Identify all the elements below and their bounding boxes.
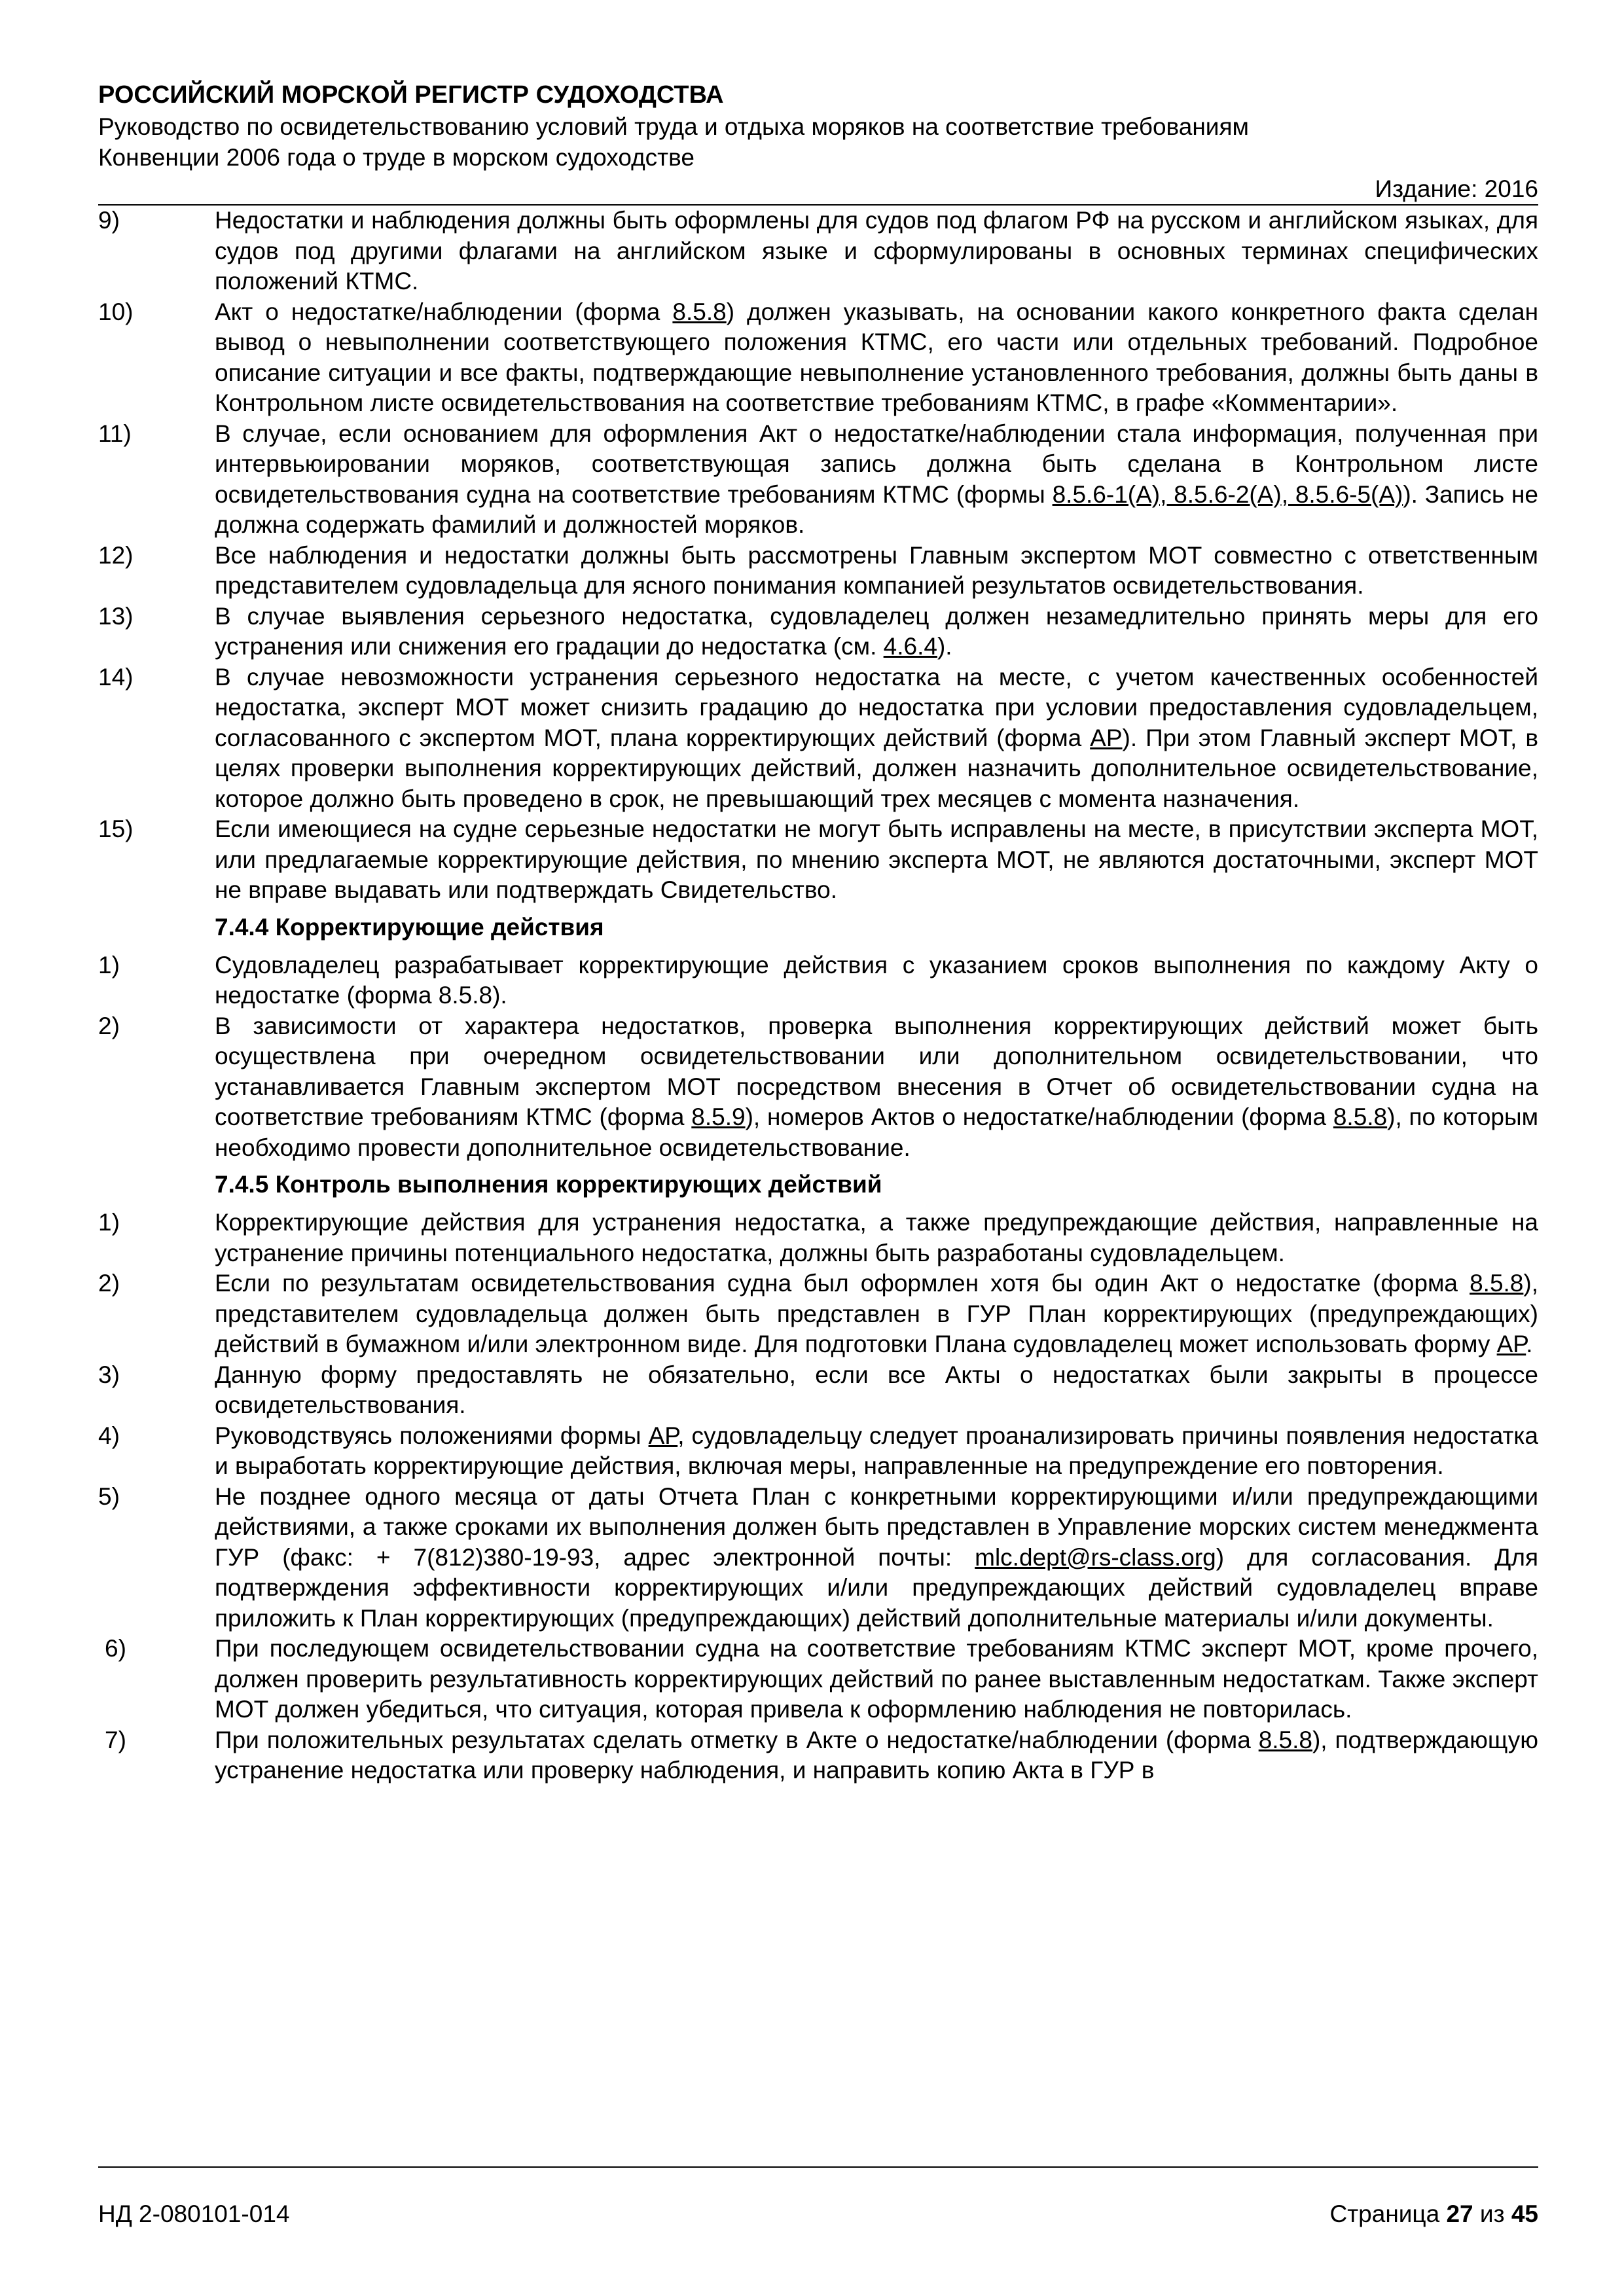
list-item bbox=[98, 1360, 1538, 1421]
item-number: 4) bbox=[98, 1422, 120, 1449]
item-number: 5) bbox=[98, 1482, 120, 1510]
form-link[interactable]: 8.5.8 bbox=[672, 298, 727, 325]
item-number: 1) bbox=[98, 1209, 120, 1236]
list-item bbox=[98, 206, 1538, 297]
item-number: 14) bbox=[98, 663, 134, 691]
item-number: 13) bbox=[98, 602, 134, 630]
list-item bbox=[98, 950, 1538, 1011]
email-link[interactable]: mlc.dept@rs-class.org bbox=[975, 1543, 1216, 1571]
list-item bbox=[98, 814, 1538, 906]
item-text: Недостатки и наблюдения должны быть оформлены для судов под флагом РФ на русском и английском языках, для судов под другими флагами на английском языке и сформулированы в основных терминах специфических положений КТМС. bbox=[215, 207, 1538, 295]
text-part: Акт о недостатке/наблюдении (форма bbox=[215, 298, 673, 325]
document-title-line1: Руководство по освидетельствованию условий труда и отдыха моряков на соответствие требованиям bbox=[98, 113, 1249, 140]
form-link[interactable]: 8.5.8 bbox=[1258, 1726, 1312, 1753]
page-label: Страница bbox=[1329, 2200, 1440, 2227]
text-part: ). Запись не должна содержать фамилий и должностей моряков. bbox=[215, 480, 1538, 538]
text-part: Если по результатам освидетельствования судна был оформлен хотя бы один Акт о недостатке (форма bbox=[215, 1270, 1470, 1297]
edition-label: Издание: 2016 bbox=[1375, 175, 1538, 202]
item-number: 6) bbox=[105, 1635, 126, 1662]
text-part: . bbox=[1526, 1331, 1533, 1357]
list-item bbox=[98, 541, 1538, 601]
item-text: Корректирующие действия для устранения недостатка, а также предупреждающие действия, направленные на устранение причины потенциального недостатка, должны быть разработаны судовладельцем. bbox=[215, 1209, 1538, 1266]
item-text bbox=[215, 1421, 1538, 1482]
text-part: Не позднее одного месяца от даты Отчета План с конкретными корректирующими и/или предупреждающими действиями, а также сроками их выполнения должен быть представлен в Управление морских систем менеджмента ГУР (факс: + 7(812)380-19-93, адрес электронной почты: bbox=[215, 1482, 1538, 1571]
list-item bbox=[98, 601, 1538, 662]
footer-divider bbox=[98, 2166, 1538, 2168]
item-text bbox=[215, 1482, 1538, 1634]
section-link[interactable]: 4.6.4 bbox=[883, 633, 937, 660]
list-items-c bbox=[98, 1208, 1538, 1786]
item-text bbox=[215, 297, 1538, 419]
item-number: 9) bbox=[98, 207, 120, 234]
document-page bbox=[98, 79, 1538, 2232]
text-part: При положительных результатах сделать отметку в Акте о недостатке/наблюдении (форма bbox=[215, 1726, 1259, 1753]
text-part: ) для согласования. Для подтверждения эффективности корректирующих и/или предупреждающих действий судовладелец вправе приложить к План корректирующих (предупреждающих) действий дополнительные материалы и/или документы. bbox=[215, 1543, 1538, 1632]
list-item bbox=[98, 297, 1538, 419]
item-text: Судовладелец разрабатывает корректирующие действия с указанием сроков выполнения по каждому Акту о недостатке (форма 8.5.8). bbox=[215, 951, 1538, 1009]
form-link[interactable]: 8.5.9 bbox=[691, 1103, 746, 1130]
text-part: ). bbox=[937, 633, 952, 660]
item-text bbox=[215, 662, 1538, 815]
form-link[interactable]: AP bbox=[1496, 1331, 1526, 1357]
list-item bbox=[98, 1208, 1538, 1268]
item-text bbox=[215, 1011, 1538, 1164]
list-item bbox=[98, 1268, 1538, 1360]
form-link[interactable]: AP bbox=[1090, 724, 1123, 751]
item-text: Все наблюдения и недостатки должны быть рассмотрены Главным экспертом МОТ совместно с ответственным представителем судовладельца для ясного понимания компанией результатов освидетельствования. bbox=[215, 541, 1538, 599]
item-text bbox=[215, 419, 1538, 541]
item-number: 1) bbox=[98, 951, 120, 978]
text-part: ), подтверждающую устранение недостатка или проверку наблюдения, и направить копию Акта в ГУР в bbox=[215, 1726, 1538, 1784]
list-item bbox=[98, 419, 1538, 541]
item-number: 2) bbox=[98, 1270, 120, 1297]
page-indicator bbox=[1330, 2199, 1539, 2229]
text-part: ), представителем судовладельца должен быть представлен в ГУР План корректирующих (предупреждающих) действий в бумажном и/или электронном виде. Для подготовки Плана судовладелец может использовать форму bbox=[215, 1270, 1538, 1357]
list-item bbox=[98, 1482, 1538, 1634]
document-number: НД 2-080101-014 bbox=[98, 2200, 290, 2227]
text-part: ). При этом Главный эксперт МОТ, в целях проверки выполнения корректирующих действий, должен назначить дополнительное освидетельствование, которое должно быть проведено в срок, не превышающий трех месяцев с момента назначения. bbox=[215, 724, 1538, 812]
item-text bbox=[215, 601, 1538, 662]
text-part: В случае, если основанием для оформления Акт о недостатке/наблюдении стала информация, полученная при интервьюировании моряков, соответствующая запись должна быть сделана в Контрольном листе освидетельствования судна на соответствие требованиям КТМС (формы bbox=[215, 420, 1538, 508]
item-number: 7) bbox=[105, 1726, 126, 1753]
item-number: 11) bbox=[98, 420, 132, 447]
text-part: В случае выявления серьезного недостатка, судовладелец должен незамедлительно принять меры для его устранения или снижения его градации до недостатка (см. bbox=[215, 602, 1538, 660]
item-number: 12) bbox=[98, 541, 134, 569]
section-heading-7-4-5: 7.4.5 Контроль выполнения корректирующих действий bbox=[215, 1171, 882, 1198]
text-part: В случае невозможности устранения серьезного недостатка на месте, с учетом качественных особенностей недостатка, эксперт МОТ может снизить градацию до недостатка при условии предоставления судовладельцем, согласованного с экспертом МОТ, плана корректирующих действий (форма bbox=[215, 663, 1538, 751]
list-items-a bbox=[98, 206, 1538, 906]
form-link[interactable]: 8.5.6-1(A), 8.5.6-2(A), 8.5.6-5(A) bbox=[1052, 480, 1403, 508]
item-text: Если имеющиеся на судне серьезные недостатки не могут быть исправлены на месте, в присутствии эксперта МОТ, или предлагаемые корректирующие действия, по мнению эксперта МОТ, не являются достаточными, эксперт МОТ не вправе выдавать или подтверждать Свидетельство. bbox=[215, 816, 1538, 903]
item-text bbox=[215, 1725, 1538, 1786]
item-text: Данную форму предоставлять не обязательно, если все Акты о недостатках были закрыты в процессе освидетельствования. bbox=[215, 1361, 1538, 1418]
list-item bbox=[98, 1421, 1538, 1482]
list-item bbox=[98, 662, 1538, 815]
organization-name: РОССИЙСКИЙ МОРСКОЙ РЕГИСТР СУДОХОДСТВА bbox=[98, 81, 724, 109]
item-text: При последующем освидетельствовании судна на соответствие требованиям КТМС эксперт МОТ, кроме прочего, должен проверить результативность корректирующих действий по ранее выставленным недостаткам. Также эксперт МОТ должен убедиться, что ситуация, которая привела к оформлению наблюдения не повторилась. bbox=[215, 1635, 1538, 1723]
document-title-line2: Конвенции 2006 года о труде в морском судоходстве bbox=[98, 144, 695, 171]
item-number: 10) bbox=[98, 298, 134, 325]
text-part: ) должен указывать, на основании какого конкретного факта сделан вывод о невыполнении соответствующего положения КТМС, его части или отдельных требований. Подробное описание ситуации и все факты, подтверждающие невыполнение установленного требования, должны быть даны в Контрольном листе освидетельствования на соответствие требованиям КТМС, в графе «Комментарии». bbox=[215, 298, 1538, 416]
list-item bbox=[98, 1725, 1538, 1786]
page-of: из bbox=[1479, 2200, 1505, 2227]
item-number: 3) bbox=[98, 1361, 120, 1388]
list-item bbox=[98, 1011, 1538, 1164]
form-link[interactable]: 8.5.8 bbox=[1333, 1103, 1388, 1130]
page-footer bbox=[98, 2199, 1538, 2229]
list-item bbox=[98, 1634, 1538, 1725]
text-part: В зависимости от характера недостатков, проверка выполнения корректирующих действий может быть осуществлена при очередном освидетельствовании или дополнительном освидетельствовании, что устанавливается Главным экспертом МОТ посредством внесения в Отчет об освидетельствовании судна на соответствие требованиям КТМС (форма bbox=[215, 1012, 1538, 1130]
form-link[interactable]: 8.5.8 bbox=[1470, 1270, 1524, 1297]
text-part: Руководствуясь положениями формы bbox=[215, 1422, 649, 1449]
page-current: 27 bbox=[1446, 2200, 1473, 2227]
form-link[interactable]: AP bbox=[648, 1422, 678, 1449]
list-items-b bbox=[98, 950, 1538, 1164]
item-text bbox=[215, 1268, 1538, 1360]
text-part: ), номеров Актов о недостатке/наблюдении (форма bbox=[745, 1103, 1333, 1130]
text-part: , судовладельцу следует проанализировать причины появления недостатка и выработать корректирующие действия, включая меры, направленные на предупреждение его повторения. bbox=[215, 1422, 1538, 1479]
item-number: 2) bbox=[98, 1012, 120, 1039]
page-total: 45 bbox=[1511, 2200, 1538, 2227]
section-heading-7-4-4: 7.4.4 Корректирующие действия bbox=[215, 913, 604, 941]
text-part: ), по которым необходимо провести дополнительное освидетельствование. bbox=[215, 1103, 1539, 1161]
item-number: 15) bbox=[98, 816, 134, 842]
